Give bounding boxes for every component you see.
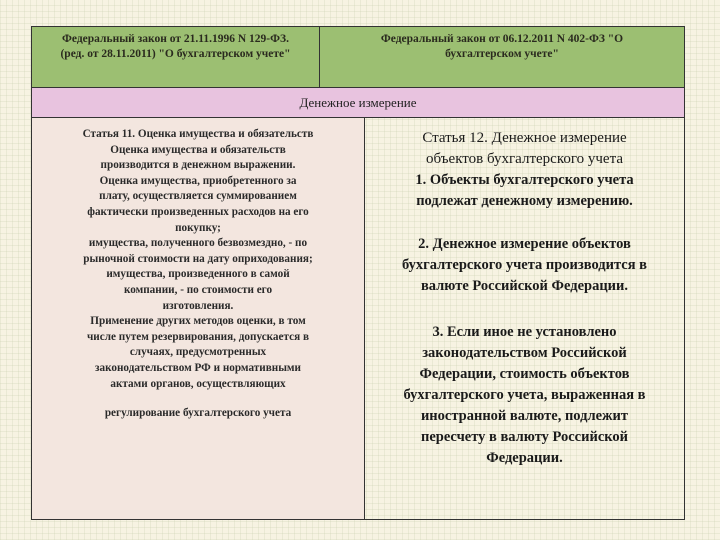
old-law-line: случаях, предусмотренных — [129, 346, 267, 359]
old-law-line: плату, осуществляется суммированием — [99, 190, 297, 203]
paragraph-3-line: 3. Если иное не установлено — [432, 324, 617, 340]
header-old-law-text — [32, 27, 319, 62]
old-law-line: имущества, полученного безвозмездно, - по — [88, 237, 308, 250]
paragraph-2-line: бухгалтерского учета производится в — [401, 257, 648, 273]
header-old-law — [32, 27, 320, 87]
article-12-title-line: Статья 12. Денежное измерение — [422, 130, 627, 146]
section-title: Денежное измерение — [299, 95, 417, 110]
paragraph-3-line: Федерации, стоимость объектов — [419, 366, 630, 382]
old-law-cell — [32, 118, 365, 519]
paragraph-2-line: валюте Российской Федерации. — [420, 278, 629, 294]
old-law-line: законодательством РФ и нормативными — [95, 361, 301, 374]
paragraph-3-line: иностранной валюте, подлежит — [420, 408, 629, 424]
header-new-law — [320, 27, 684, 87]
article-12-paragraph-1 — [365, 170, 684, 212]
header-old-law-line-1: Федеральный закон от 21.11.1996 N 129-ФЗ. — [62, 33, 289, 45]
old-law-line: Применение других методов оценки, в том — [90, 315, 306, 328]
header-old-law-line-2: (ред. от 28.11.2011) "О бухгалтерском учете" — [60, 48, 291, 60]
old-law-line: компании, - по стоимости его — [123, 283, 273, 296]
header-new-law-line-1: Федеральный закон от 06.12.2011 N 402-ФЗ "О — [380, 33, 624, 45]
paragraph-1-line: подлежат денежному измерению. — [416, 193, 633, 209]
old-law-line: рыночной стоимости на дату оприходования; — [83, 252, 313, 265]
old-law-line: числе путем резервирования, допускается в — [87, 330, 309, 343]
old-law-line: имущества, произведенного в самой — [106, 268, 290, 281]
header-new-law-line-2: бухгалтерском учете" — [445, 48, 559, 60]
old-law-line: Статья 11. Оценка имущества и обязательств — [82, 128, 314, 140]
comparison-table — [31, 26, 685, 520]
paragraph-1-line: 1. Объекты бухгалтерского учета — [415, 172, 634, 188]
paragraph-3-line: бухгалтерского учета, выраженная в — [403, 387, 646, 403]
section-band — [32, 87, 684, 118]
paragraph-3-line: пересчету в валюту Российской — [420, 429, 629, 445]
article-12-title-line: объектов бухгалтерского учета — [426, 151, 623, 167]
header-new-law-text — [320, 27, 684, 62]
old-law-line: производится в денежном выражении. — [100, 159, 296, 172]
article-12-paragraph-2 — [365, 234, 684, 297]
old-law-line: фактически произведенных расходов на его — [87, 205, 309, 218]
paragraph-3-line: законодательством Российской — [422, 345, 627, 361]
old-law-line: Оценка имущества, приобретенного за — [99, 174, 297, 187]
old-law-line: Оценка имущества и обязательств — [110, 143, 286, 156]
new-law-cell — [365, 118, 684, 519]
paragraph-2-line: 2. Денежное измерение объектов — [418, 236, 631, 252]
article-12-paragraph-3 — [365, 322, 684, 469]
old-law-line: покупку; — [175, 221, 221, 234]
paragraph-3-line: Федерации. — [486, 450, 563, 466]
old-law-line: регулирование бухгалтерского учета — [104, 407, 292, 420]
old-law-line: актами органов, осуществляющих — [110, 377, 286, 390]
old-law-line: изготовления. — [162, 299, 234, 312]
article-12-title — [365, 128, 684, 170]
